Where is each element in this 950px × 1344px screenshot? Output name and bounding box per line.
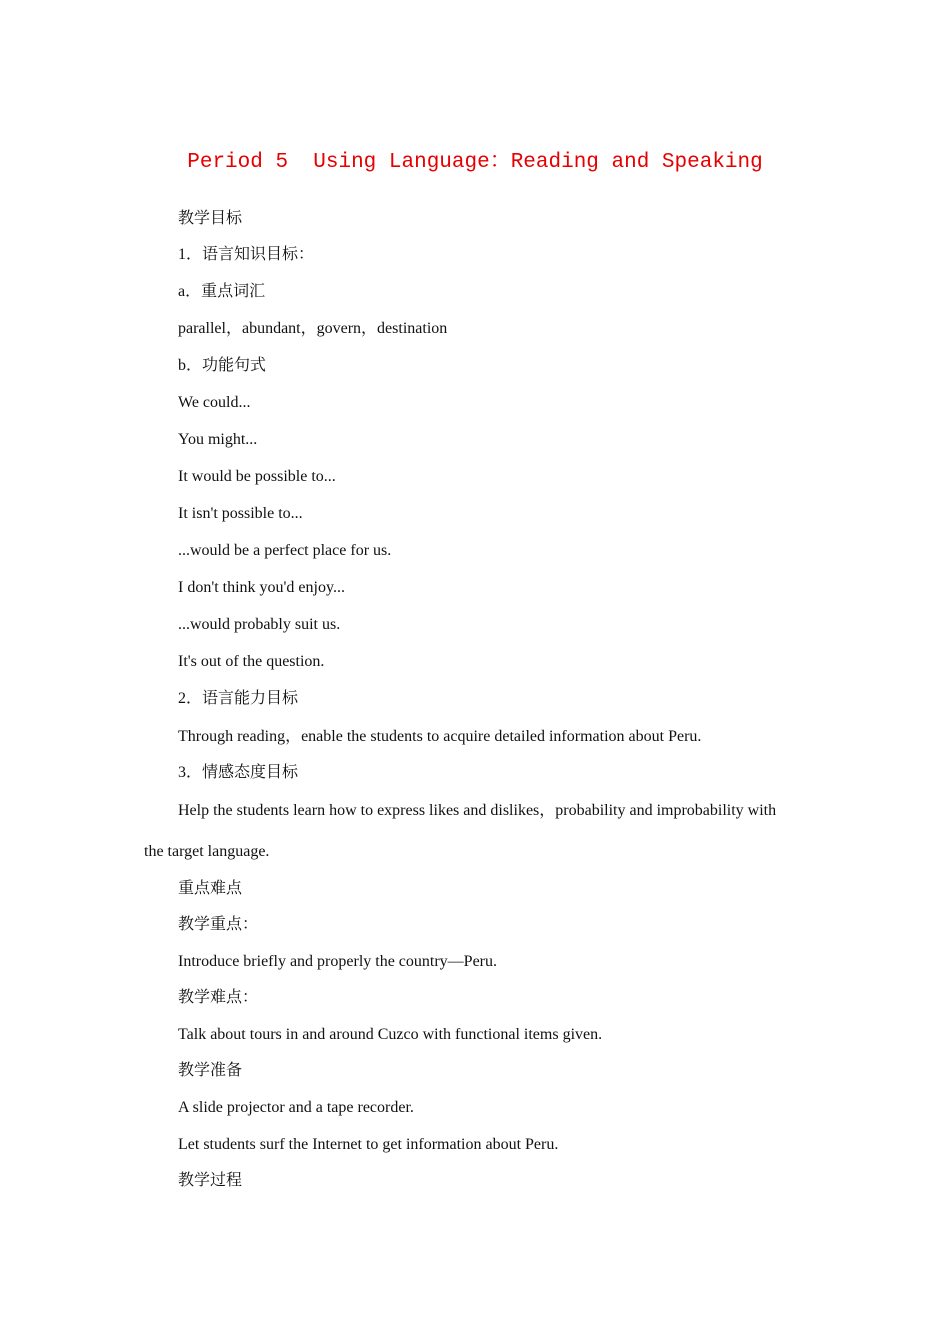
sentence-pattern-line: ...would be a perfect place for us. (178, 542, 392, 559)
emotion-goal-text: Help the students learn how to express likes and dislikes，probability and improbability with (178, 802, 777, 819)
sentence-pattern-line: It would be possible to... (178, 468, 336, 485)
sentence-pattern-line: We could... (178, 394, 251, 411)
ability-goal-text: Through reading，enable the students to acquire detailed information about Peru. (178, 728, 702, 745)
sentence-pattern-line: I don't think you'd enjoy... (178, 579, 345, 596)
section-3-heading: 3．情感态度目标 (178, 764, 299, 781)
document-title: Period 5 Using Language：Reading and Speaking (187, 151, 763, 174)
section-2-heading: 2．语言能力目标 (178, 690, 299, 707)
sentence-pattern-line: You might... (178, 431, 258, 448)
subsection-b-heading: b．功能句式 (178, 357, 267, 374)
teaching-focus-label: 教学重点： (178, 916, 259, 933)
heading-teaching-goals: 教学目标 (178, 210, 243, 227)
vocabulary-line: parallel，abundant，govern，destination (178, 320, 448, 337)
teaching-difficulty-text: Talk about tours in and around Cuzco with functional items given. (178, 1026, 603, 1043)
teaching-focus-text: Introduce briefly and properly the country—Peru. (178, 953, 498, 970)
preparation-text: A slide projector and a tape recorder. (178, 1099, 414, 1116)
heading-teaching-process: 教学过程 (178, 1172, 243, 1189)
preparation-text: Let students surf the Internet to get information about Peru. (178, 1136, 559, 1153)
subsection-a-heading: a．重点词汇 (178, 283, 266, 300)
teaching-difficulty-label: 教学难点： (178, 989, 259, 1006)
emotion-goal-text-continued: the target language. (144, 843, 270, 860)
sentence-pattern-line: It's out of the question. (178, 653, 325, 670)
sentence-pattern-line: It isn't possible to... (178, 505, 303, 522)
section-1-heading: 1．语言知识目标： (178, 246, 315, 263)
sentence-pattern-line: ...would probably suit us. (178, 616, 341, 633)
heading-key-points: 重点难点 (178, 880, 243, 897)
heading-preparation: 教学准备 (178, 1062, 243, 1079)
